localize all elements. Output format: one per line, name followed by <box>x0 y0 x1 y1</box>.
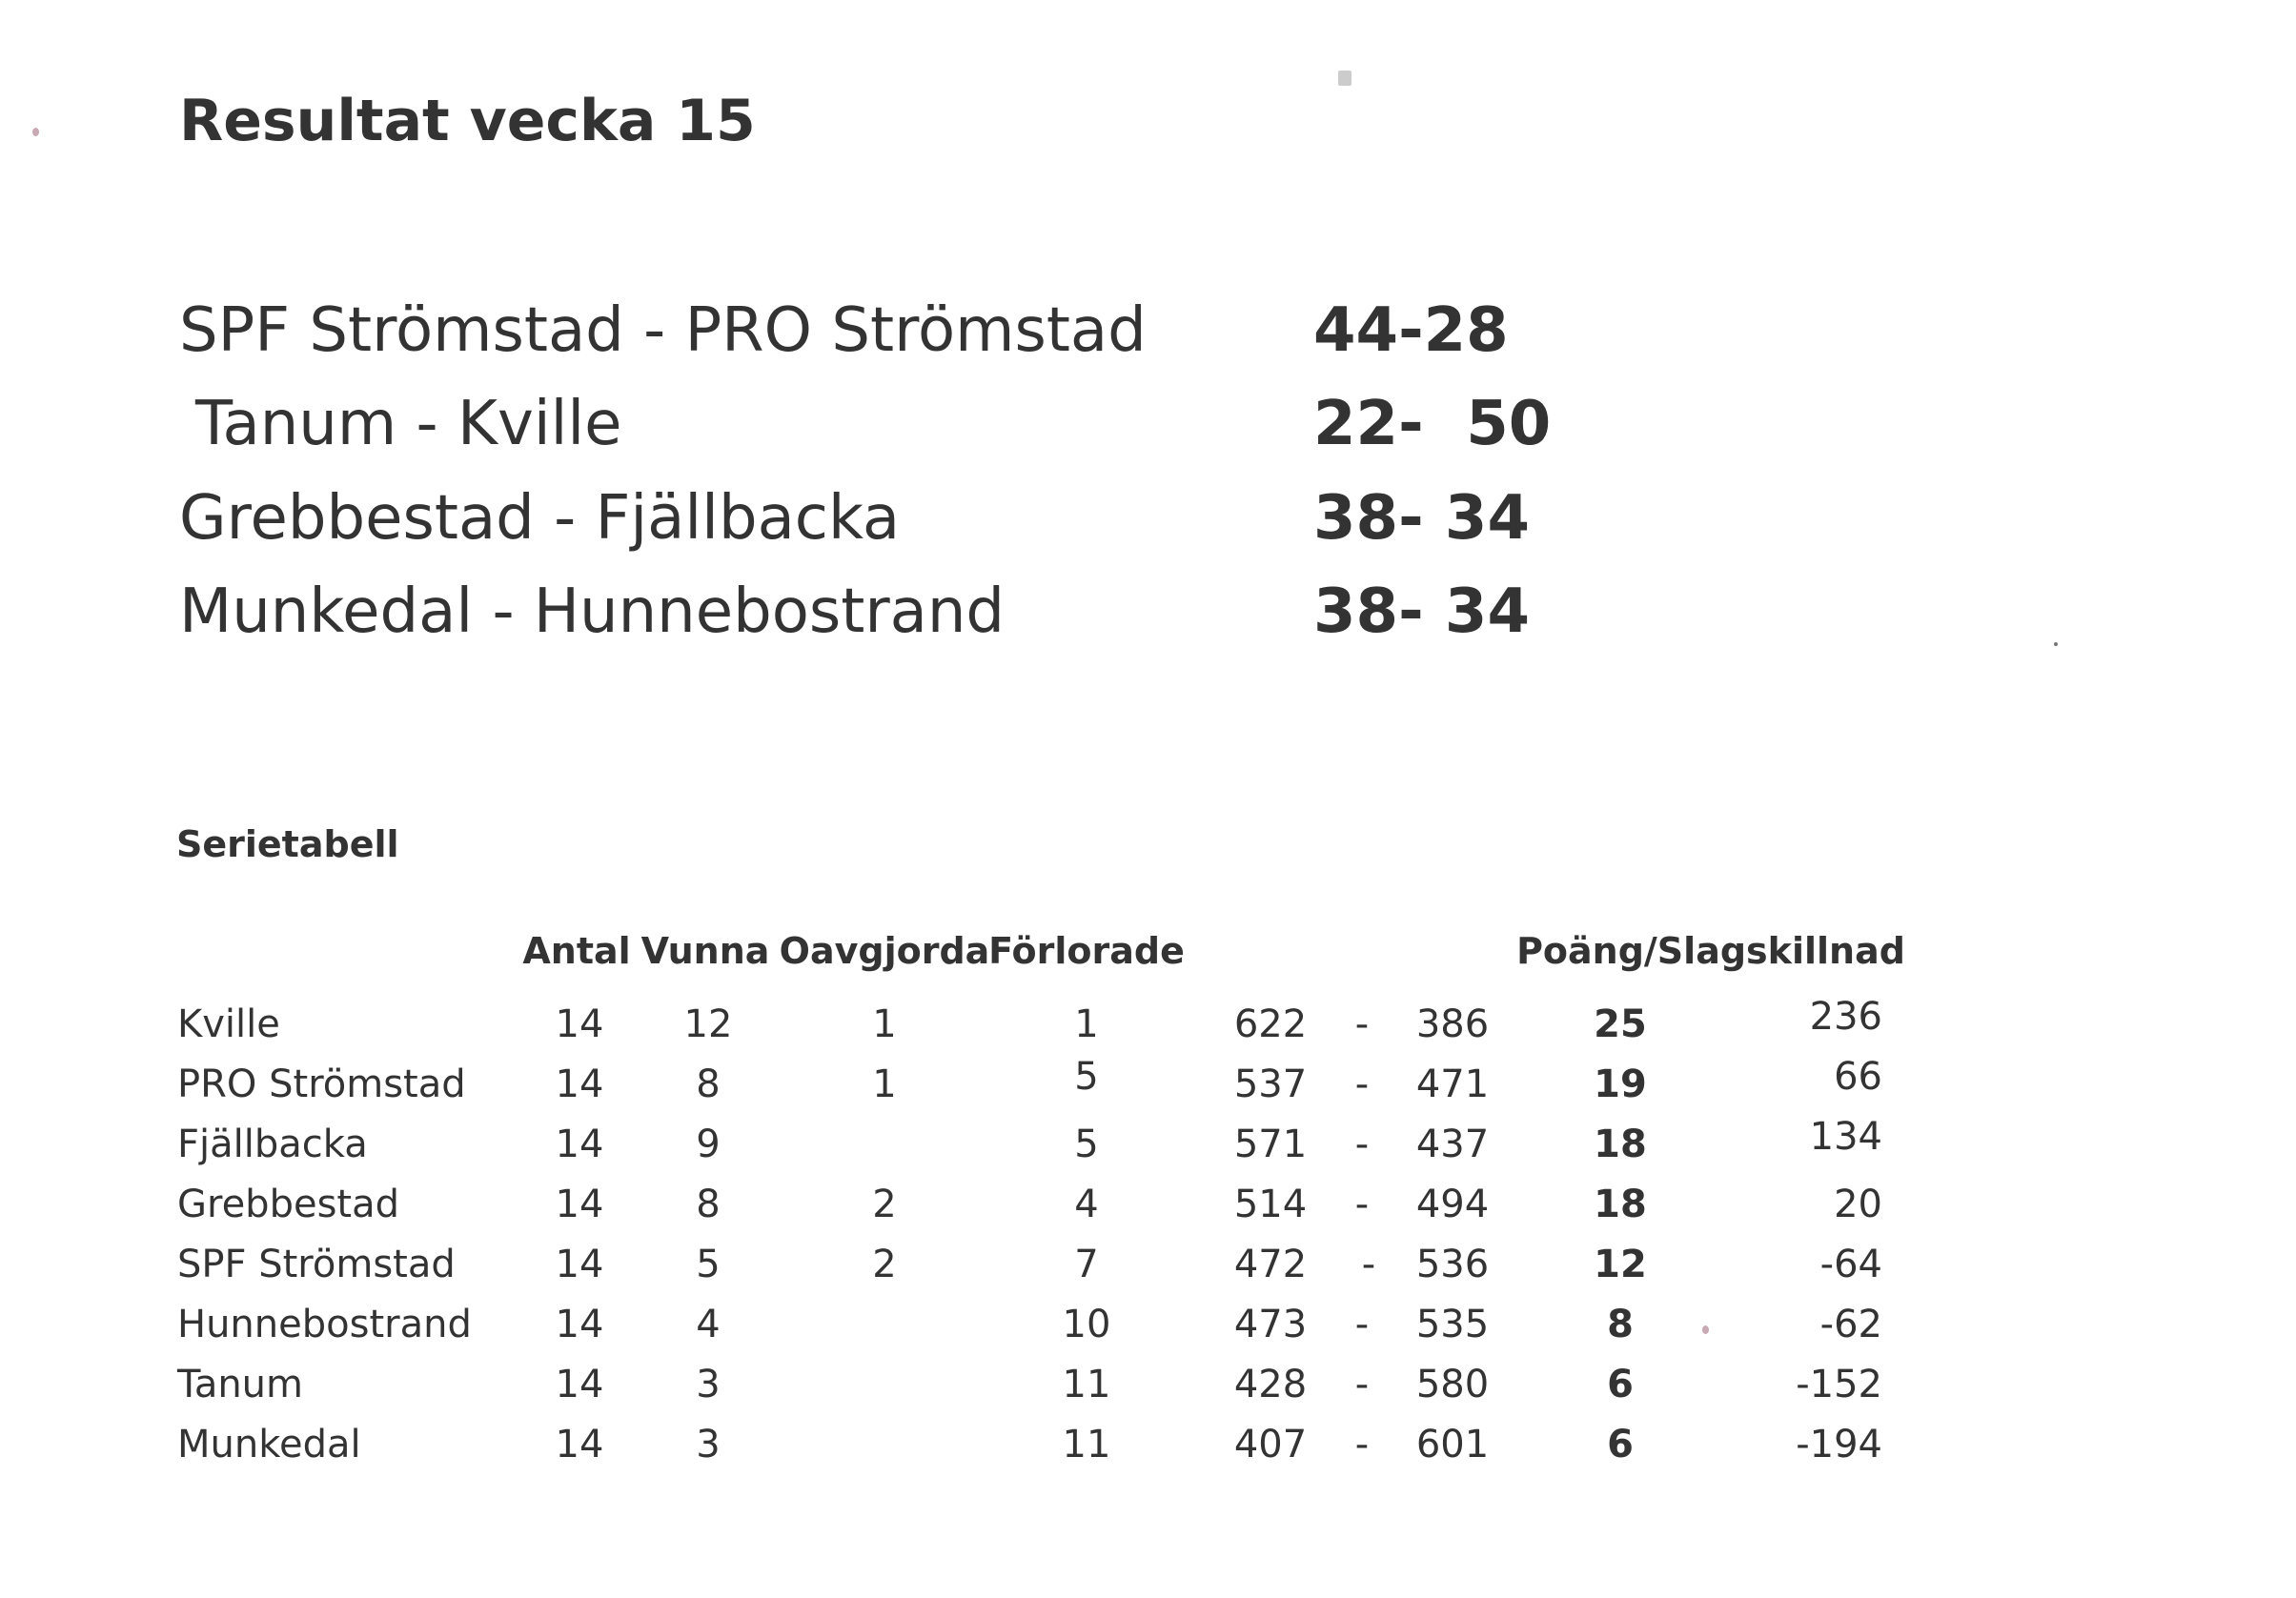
cell-mot: 601 <box>1415 1423 1490 1467</box>
table-row <box>0 1115 2296 1180</box>
cell-poang: 6 <box>1607 1363 1634 1406</box>
cell-slagskillnad: -152 <box>1796 1363 1882 1406</box>
scan-speck <box>1338 71 1351 86</box>
team-name: Fjällbacka <box>177 1123 368 1166</box>
cell-vunna: 8 <box>696 1062 721 1106</box>
cell-antal: 14 <box>555 1183 604 1226</box>
cell-oavgjorda: 1 <box>872 1002 897 1046</box>
cell-poang: 12 <box>1594 1243 1647 1286</box>
team-name: Munkedal <box>177 1423 361 1467</box>
cell-slagskillnad: -194 <box>1796 1423 1882 1467</box>
cell-for: 472 <box>1233 1243 1308 1286</box>
table-row <box>0 1363 2296 1420</box>
cell-oavgjorda: 1 <box>872 1062 897 1106</box>
team-name: Kville <box>177 1002 280 1046</box>
team-name: Grebbestad <box>177 1183 399 1226</box>
cell-poang: 19 <box>1594 1062 1647 1106</box>
cell-poang: 8 <box>1607 1303 1634 1346</box>
match-score: 44-28 <box>1313 295 1509 366</box>
cell-forlorade: 4 <box>1074 1183 1099 1226</box>
cell-antal: 14 <box>555 1002 604 1046</box>
cell-vunna: 3 <box>696 1363 721 1406</box>
cell-dash: - <box>1354 1002 1370 1046</box>
team-name: SPF Strömstad <box>177 1243 456 1286</box>
page-title: Resultat vecka 15 <box>179 88 756 154</box>
cell-vunna: 5 <box>696 1243 721 1286</box>
cell-dash: - <box>1354 1363 1370 1406</box>
cell-mot: 536 <box>1415 1243 1490 1286</box>
cell-dash: - <box>1354 1423 1370 1467</box>
table-row <box>0 1183 2296 1240</box>
match-teams: SPF Strömstad - PRO Strömstad <box>179 295 1147 366</box>
cell-forlorade: 1 <box>1074 1002 1099 1046</box>
cell-dash: - <box>1354 1183 1370 1226</box>
cell-poang: 25 <box>1594 1002 1647 1046</box>
table-row <box>0 1055 2296 1120</box>
table-row <box>0 1243 2296 1300</box>
cell-mot: 386 <box>1415 1002 1490 1046</box>
cell-slagskillnad: 66 <box>1834 1055 1882 1099</box>
header-poang-slagskillnad: Poäng/Slagskillnad <box>1516 930 1905 972</box>
table-row <box>0 1303 2296 1360</box>
cell-vunna: 4 <box>696 1303 721 1346</box>
cell-dash: - <box>1354 1062 1370 1106</box>
match-teams: Grebbestad - Fjällbacka <box>179 483 901 554</box>
cell-oavgjorda: 2 <box>872 1183 897 1226</box>
cell-oavgjorda: 2 <box>872 1243 897 1286</box>
cell-vunna: 8 <box>696 1183 721 1226</box>
cell-poang: 18 <box>1594 1123 1647 1166</box>
table-row <box>0 1423 2296 1480</box>
match-score: 22- 50 <box>1313 389 1552 459</box>
cell-dash: - <box>1354 1123 1370 1166</box>
cell-vunna: 9 <box>696 1123 721 1166</box>
cell-for: 407 <box>1233 1423 1308 1467</box>
table-row <box>0 995 2296 1060</box>
cell-vunna: 12 <box>683 1002 733 1046</box>
cell-for: 473 <box>1233 1303 1308 1346</box>
cell-slagskillnad: -62 <box>1819 1303 1882 1346</box>
cell-slagskillnad: -64 <box>1819 1243 1882 1286</box>
cell-slagskillnad: 20 <box>1834 1183 1882 1226</box>
cell-forlorade: 5 <box>1074 1123 1099 1166</box>
header-forlorade: Förlorade <box>988 930 1185 972</box>
header-vunna: Vunna <box>640 930 770 972</box>
cell-slagskillnad: 236 <box>1809 995 1882 1039</box>
cell-vunna: 3 <box>696 1423 721 1467</box>
cell-for: 428 <box>1233 1363 1308 1406</box>
match-teams: Tanum - Kville <box>195 389 622 459</box>
cell-for: 571 <box>1233 1123 1308 1166</box>
team-name: Tanum <box>177 1363 303 1406</box>
cell-for: 622 <box>1233 1002 1308 1046</box>
header-antal: Antal <box>522 930 631 972</box>
cell-antal: 14 <box>555 1363 604 1406</box>
cell-for: 537 <box>1233 1062 1308 1106</box>
cell-mot: 535 <box>1415 1303 1490 1346</box>
cell-mot: 494 <box>1415 1183 1490 1226</box>
match-teams: Munkedal - Hunnebostrand <box>179 576 1006 647</box>
cell-mot: 471 <box>1415 1062 1490 1106</box>
match-score: 38- 34 <box>1313 483 1530 554</box>
cell-poang: 18 <box>1594 1183 1647 1226</box>
cell-forlorade: 11 <box>1062 1423 1111 1467</box>
cell-dash: - <box>1354 1303 1370 1346</box>
team-name: Hunnebostrand <box>177 1303 472 1346</box>
cell-slagskillnad: 134 <box>1809 1115 1882 1159</box>
match-score: 38- 34 <box>1313 576 1530 647</box>
cell-antal: 14 <box>555 1123 604 1166</box>
cell-dash: - <box>1361 1243 1376 1286</box>
cell-antal: 14 <box>555 1423 604 1467</box>
team-name: PRO Strömstad <box>177 1062 466 1106</box>
cell-for: 514 <box>1233 1183 1308 1226</box>
cell-antal: 14 <box>555 1303 604 1346</box>
cell-mot: 437 <box>1415 1123 1490 1166</box>
table-title: Serietabell <box>176 823 399 865</box>
cell-poang: 6 <box>1607 1423 1634 1467</box>
cell-antal: 14 <box>555 1062 604 1106</box>
scan-speck <box>2054 642 2058 646</box>
cell-forlorade: 10 <box>1062 1303 1111 1346</box>
cell-mot: 580 <box>1415 1363 1490 1406</box>
cell-forlorade: 5 <box>1074 1055 1099 1099</box>
scan-speck <box>32 128 39 136</box>
cell-forlorade: 11 <box>1062 1363 1111 1406</box>
header-oavgjorda: Oavgjorda <box>779 930 990 972</box>
cell-antal: 14 <box>555 1243 604 1286</box>
cell-forlorade: 7 <box>1074 1243 1099 1286</box>
